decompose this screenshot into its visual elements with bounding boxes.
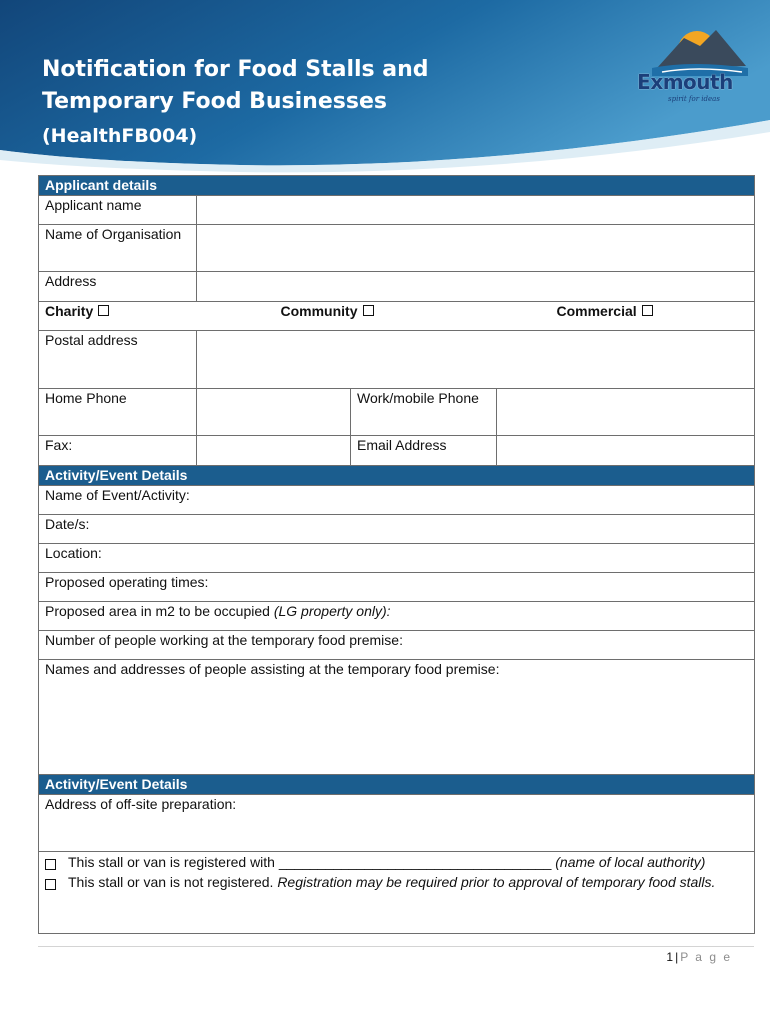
email-field[interactable]	[497, 436, 755, 466]
community-checkbox[interactable]	[363, 305, 374, 316]
registration-cell	[39, 852, 755, 934]
applicant-name-field[interactable]	[197, 196, 755, 225]
address-label: Address	[39, 272, 197, 302]
area-note: (LG property only):	[273, 603, 391, 619]
event-name-label: Name of Event/Activity:	[45, 487, 190, 503]
logo-tagline: spirit for ideas	[668, 95, 720, 103]
operating-times-label: Proposed operating times:	[45, 574, 209, 590]
assistants-label: Names and addresses of people assisting at the temporary food premise:	[45, 661, 500, 677]
people-working-label: Number of people working at the temporary food premise:	[45, 632, 403, 648]
fax-field[interactable]	[197, 436, 351, 466]
not-registered-note: Registration may be required prior to approval of temporary food stalls.	[277, 874, 716, 890]
assistants-field[interactable]	[39, 660, 755, 775]
not-registered-checkbox[interactable]	[45, 879, 56, 890]
not-registered-option[interactable]	[45, 874, 748, 894]
commercial-label: Commercial	[556, 303, 637, 319]
notification-form	[38, 175, 755, 934]
applicant-name-label: Applicant name	[39, 196, 197, 225]
page-separator: |	[675, 950, 679, 964]
home-phone-field[interactable]	[197, 389, 351, 436]
fax-label: Fax:	[39, 436, 197, 466]
location-field[interactable]	[39, 544, 755, 573]
community-label: Community	[280, 303, 358, 319]
applicant-details-header: Applicant details	[39, 176, 755, 196]
location-label: Location:	[45, 545, 102, 561]
page-footer	[666, 950, 732, 964]
commercial-checkbox[interactable]	[642, 305, 653, 316]
people-working-field[interactable]	[39, 631, 755, 660]
work-phone-field[interactable]	[497, 389, 755, 436]
registered-note: (name of local authority)	[555, 854, 706, 870]
activity-details-header-2: Activity/Event Details	[39, 775, 755, 795]
page-word: P a g e	[680, 950, 732, 964]
offsite-prep-field[interactable]	[39, 795, 755, 852]
organisation-label: Name of Organisation	[39, 225, 197, 272]
event-name-field[interactable]	[39, 486, 755, 515]
work-phone-label: Work/mobile Phone	[351, 389, 497, 436]
home-phone-label: Home Phone	[39, 389, 197, 436]
offsite-prep-label: Address of off-site preparation:	[45, 796, 237, 812]
title-line-1: Notification for Food Stalls and	[42, 57, 429, 82]
organisation-field[interactable]	[197, 225, 755, 272]
charity-label: Charity	[45, 303, 94, 319]
operating-times-field[interactable]	[39, 573, 755, 602]
registered-checkbox[interactable]	[45, 859, 56, 870]
area-label: Proposed area in m2 to be occupied	[45, 603, 270, 619]
activity-details-header: Activity/Event Details	[39, 466, 755, 486]
not-registered-text: This stall or van is not registered.	[68, 874, 274, 890]
form-code: (HealthFB004)	[42, 125, 198, 147]
page-number: 1	[666, 950, 674, 964]
email-label: Email Address	[351, 436, 497, 466]
community-option[interactable]	[197, 302, 497, 331]
title-line-2: Temporary Food Businesses	[42, 89, 387, 114]
form-title	[42, 54, 429, 152]
postal-address-field[interactable]	[197, 331, 755, 389]
dates-label: Date/s:	[45, 516, 90, 532]
registered-text: This stall or van is registered with ___________________________________	[68, 854, 552, 870]
postal-address-label: Postal address	[39, 331, 197, 389]
address-field[interactable]	[197, 272, 755, 302]
area-field[interactable]	[39, 602, 755, 631]
commercial-option[interactable]	[497, 302, 755, 331]
charity-option[interactable]	[39, 302, 197, 331]
dates-field[interactable]	[39, 515, 755, 544]
charity-checkbox[interactable]	[98, 305, 109, 316]
logo-name: Exmouth	[637, 70, 733, 94]
footer-divider	[38, 946, 754, 947]
registered-option[interactable]	[45, 854, 748, 874]
